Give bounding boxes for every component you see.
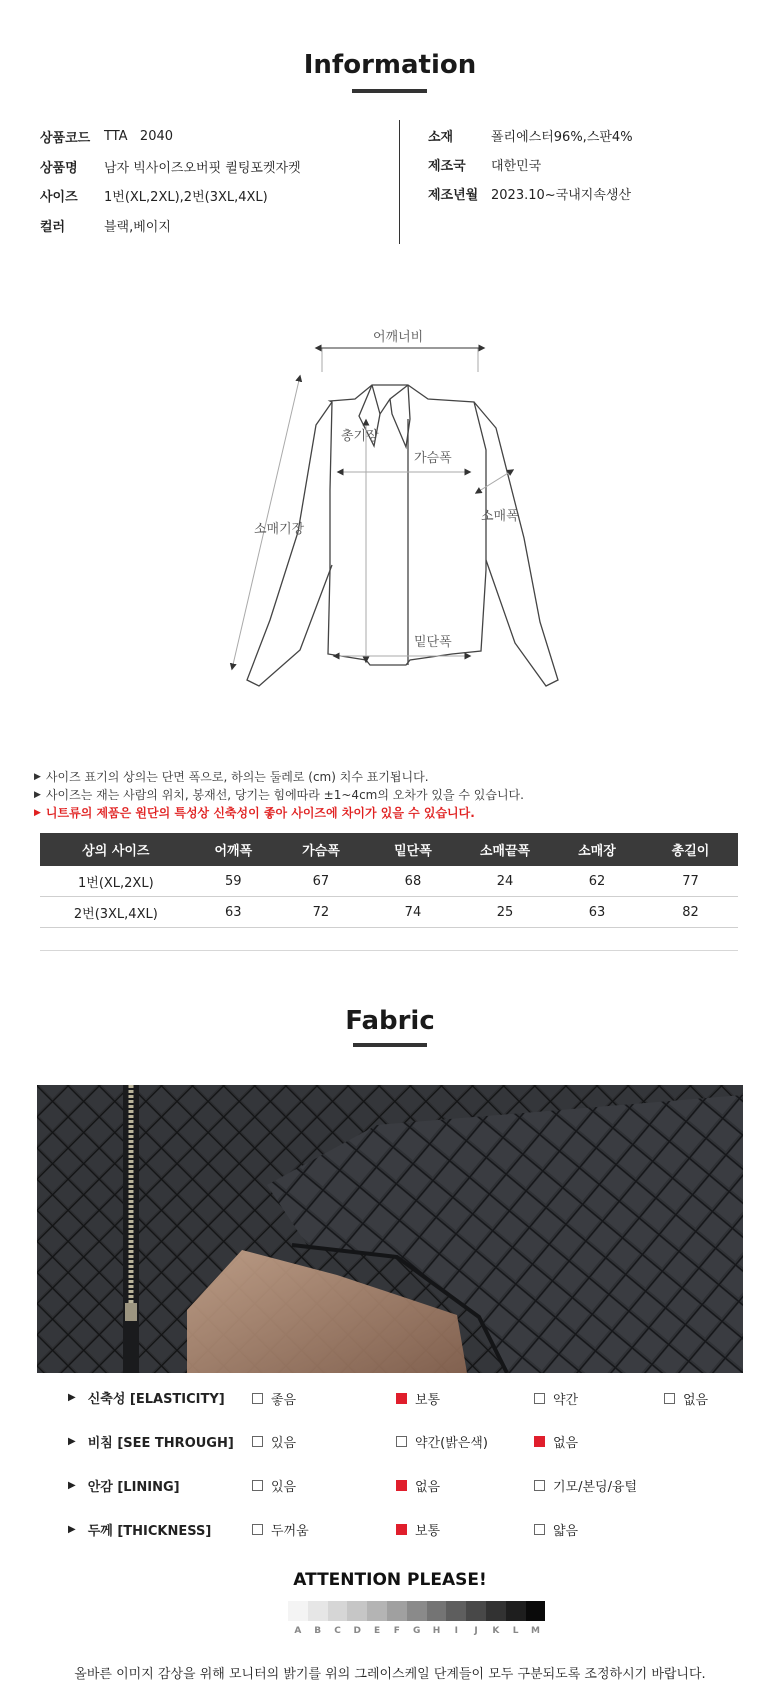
table-cell: 68 [367,866,459,897]
table-cell: 72 [275,897,367,928]
fabric-closeup-photo [37,1085,743,1373]
size-note-2 [34,786,524,803]
sleeve-length-label: 소매기장 [254,522,305,537]
header-cell: 어깨폭 [192,833,275,866]
option-text: 약간 [553,1393,579,1408]
table-cell: 63 [192,897,275,928]
checkbox-checked-icon[interactable] [534,1436,545,1447]
option-text: 얇음 [553,1524,579,1539]
info-key: 소재 [428,130,454,145]
size-note-1 [34,768,429,785]
hem-label: 밑단폭 [414,635,452,650]
lining-option-fleece[interactable] [534,1476,637,1495]
size-table [40,833,738,928]
info-value: 2023.10~국내지속생산 [491,188,631,203]
grayscale-letter: H [432,1626,441,1636]
grayscale-letter: K [492,1626,500,1636]
grayscale-swatch [466,1601,486,1621]
grayscale-swatch [367,1601,387,1621]
checkbox-icon[interactable] [252,1436,263,1447]
table-cell: 59 [192,866,275,897]
option-text: 없음 [415,1480,441,1495]
grayscale-letter: F [393,1626,400,1636]
header-cell: 소매끝폭 [459,833,551,866]
info-key: 제조년월 [428,188,479,203]
checkbox-icon[interactable] [534,1393,545,1404]
see-through-option-yes[interactable] [252,1432,296,1451]
elasticity-option-normal[interactable] [396,1389,440,1408]
thickness-option-thick[interactable] [252,1520,309,1539]
grayscale-letter: I [454,1626,458,1636]
header-cell: 밑단폭 [367,833,459,866]
grayscale-letter: B [314,1626,322,1636]
note-text: 사이즈 표기의 상의는 단면 폭으로, 하의는 둘레로 (cm) 치수 표기됩니다. [45,770,429,784]
grayscale-swatch [328,1601,348,1621]
jacket-size-diagram [0,320,780,700]
table-row [40,866,738,897]
grayscale-swatch [407,1601,427,1621]
note-text: 사이즈는 재는 사람의 위치, 봉재선, 당기는 힘에따라 ±1~4cm의 오차가 있을 수 있습니다. [45,788,524,802]
elasticity-option-slight[interactable] [534,1389,578,1408]
note-text: 니트류의 제품은 원단의 특성상 신축성이 좋아 사이즈에 차이가 있을 수 있습니다. [45,806,475,820]
info-row-name [40,157,301,176]
grayscale-letter: E [374,1626,381,1636]
grayscale-letter: L [512,1626,519,1636]
grayscale-swatch [526,1601,546,1621]
elasticity-option-none[interactable] [664,1389,708,1408]
header-cell: 총길이 [643,833,738,866]
grayscale-swatch [288,1601,308,1621]
table-cell: 77 [643,866,738,897]
grayscale-swatch [308,1601,328,1621]
header-cell: 소매장 [551,833,643,866]
info-row-manufactured [428,184,631,203]
thickness-option-thin[interactable] [534,1520,578,1539]
attention-title: ATTENTION PLEASE! [293,1570,487,1590]
checkbox-checked-icon[interactable] [396,1393,407,1404]
grayscale-swatch [347,1601,367,1621]
table-cell: 67 [275,866,367,897]
section-divider [40,950,738,951]
grayscale-strip [288,1601,545,1621]
checkbox-icon[interactable] [252,1480,263,1491]
grayscale-letters [288,1626,545,1636]
checkbox-icon[interactable] [252,1393,263,1404]
fabric-row-thickness-label [68,1520,211,1539]
grayscale-letter: A [294,1626,302,1636]
chest-label: 가슴폭 [414,451,452,466]
table-cell: 24 [459,866,551,897]
option-text: 약간(밝은색) [415,1436,488,1451]
grayscale-letter: G [412,1626,421,1636]
fabric-row-elasticity-label [68,1388,225,1407]
bullet-triangle-icon: ▶ [34,807,41,818]
option-text: 없음 [683,1393,709,1408]
info-key: 상품코드 [40,131,91,146]
info-divider [399,120,400,244]
info-value: 1번(XL,2XL),2번(3XL,4XL) [104,190,268,205]
option-text: 두꺼움 [271,1524,309,1539]
grayscale-letter: J [474,1626,478,1636]
sleeve-width-arrow [476,470,513,493]
header-cell: 상의 사이즈 [40,833,192,866]
info-row-country [428,155,541,174]
fabric-row-see-through-label [68,1432,234,1451]
shoulder-label: 어깨너비 [373,330,424,345]
option-text: 있음 [271,1436,297,1451]
info-key: 상품명 [40,161,78,176]
table-cell: 2번(3XL,4XL) [40,897,192,928]
info-value: TTA 2040 [104,129,174,144]
grayscale-swatch [387,1601,407,1621]
size-table-header [40,833,738,866]
fabric-label-text: 안감 [LINING] [87,1480,180,1495]
length-label: 총기장 [341,429,379,444]
grayscale-swatch [446,1601,466,1621]
information-title: Information [303,50,477,80]
monitor-brightness-note: 올바른 이미지 감상을 위해 모니터의 밝기를 위의 그레이스케일 단계들이 모두 구분되도록 조정하시기 바랍니다. [74,1667,706,1682]
info-value: 블랙,베이지 [104,220,171,235]
bullet-triangle-icon: ▶ [68,1392,76,1403]
size-note-warning [34,804,475,821]
info-value: 남자 빅사이즈오버핏 퀼팅포켓자켓 [104,161,301,176]
option-text: 좋음 [271,1393,297,1408]
option-text: 있음 [271,1480,297,1495]
table-cell: 74 [367,897,459,928]
info-row-color [40,216,171,235]
info-row-material [428,126,633,145]
checkbox-icon[interactable] [534,1524,545,1535]
checkbox-checked-icon[interactable] [396,1524,407,1535]
lining-option-none[interactable] [396,1476,440,1495]
table-cell: 82 [643,897,738,928]
grayscale-swatch [427,1601,447,1621]
see-through-option-none[interactable] [534,1432,578,1451]
fabric-title-underline [353,1043,427,1047]
checkbox-icon[interactable] [664,1393,675,1404]
table-cell: 62 [551,866,643,897]
bullet-triangle-icon: ▶ [68,1480,76,1491]
fabric-label-text: 신축성 [ELASTICITY] [87,1392,225,1407]
info-row-code [40,127,173,146]
elasticity-option-good[interactable] [252,1389,296,1408]
see-through-option-slight[interactable] [396,1432,488,1451]
info-row-size [40,186,268,205]
fabric-title: Fabric [345,1006,435,1036]
bullet-triangle-icon: ▶ [68,1436,76,1447]
fabric-label-text: 비침 [SEE THROUGH] [87,1436,234,1451]
table-row [40,897,738,928]
option-text: 기모/본딩/융털 [553,1480,638,1495]
grayscale-swatch [486,1601,506,1621]
option-text: 보통 [415,1393,441,1408]
checkbox-icon[interactable] [396,1436,407,1447]
table-cell: 1번(XL,2XL) [40,866,192,897]
fabric-label-text: 두께 [THICKNESS] [87,1524,212,1539]
bullet-triangle-icon: ▶ [34,789,41,800]
fabric-row-lining-label [68,1476,180,1495]
info-key: 제조국 [428,159,466,174]
lining-option-yes[interactable] [252,1476,296,1495]
bullet-triangle-icon: ▶ [68,1524,76,1535]
sleeve-width-label: 소매폭 [481,509,519,524]
information-title-underline [352,89,427,93]
header-cell: 가슴폭 [275,833,367,866]
checkbox-icon[interactable] [534,1480,545,1491]
info-value: 대한민국 [491,159,542,174]
grayscale-swatch [506,1601,526,1621]
option-text: 보통 [415,1524,441,1539]
table-cell: 63 [551,897,643,928]
bullet-triangle-icon: ▶ [34,771,41,782]
grayscale-letter: M [530,1626,540,1636]
info-key: 컬러 [40,220,66,235]
info-value: 폴리에스터96%,스판4% [491,130,633,145]
info-key: 사이즈 [40,190,78,205]
grayscale-letter: D [353,1626,362,1636]
grayscale-letter: C [334,1626,341,1636]
thickness-option-normal[interactable] [396,1520,440,1539]
checkbox-checked-icon[interactable] [396,1480,407,1491]
option-text: 없음 [553,1436,579,1451]
table-cell: 25 [459,897,551,928]
checkbox-icon[interactable] [252,1524,263,1535]
